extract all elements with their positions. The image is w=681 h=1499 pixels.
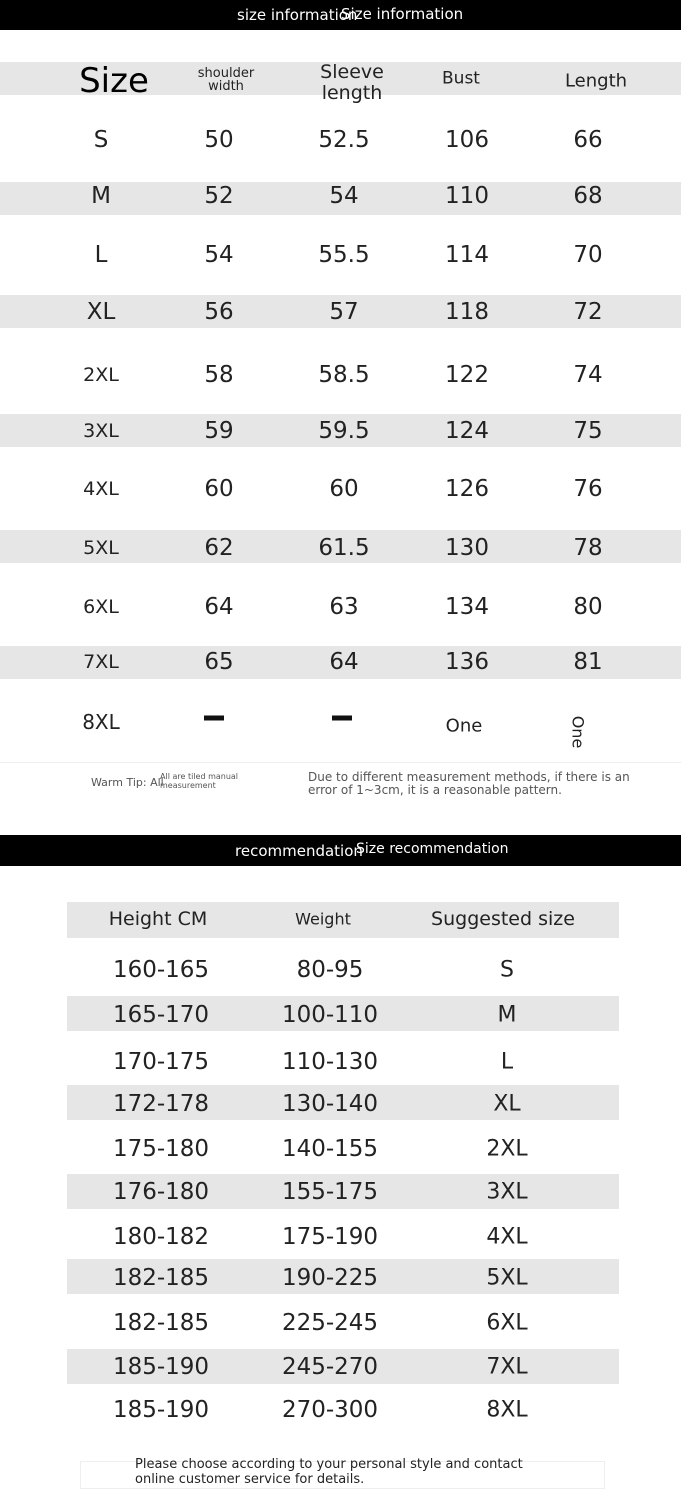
header-length: Length bbox=[564, 70, 628, 92]
tiled-note-line1: All are tiled manual bbox=[160, 772, 239, 781]
cell-bust: 124 bbox=[445, 418, 489, 444]
row-8xl-size: 8XL bbox=[82, 710, 120, 734]
rec-cell-size: 2XL bbox=[486, 1136, 528, 1162]
cell-size: S bbox=[93, 127, 109, 153]
cell-shoulder: 60 bbox=[204, 476, 234, 502]
cell-length: 76 bbox=[573, 476, 603, 502]
header-bust: Bust bbox=[442, 68, 480, 89]
cell-sleeve: 57 bbox=[329, 299, 359, 325]
cell-length: 70 bbox=[573, 242, 603, 268]
rec-bar-title-right: Size recommendation bbox=[356, 841, 509, 857]
cell-bust: 134 bbox=[445, 594, 489, 620]
sleeve-dash-icon bbox=[332, 716, 352, 721]
cell-shoulder: 59 bbox=[204, 418, 234, 444]
tip-divider bbox=[0, 762, 681, 763]
cell-shoulder: 58 bbox=[204, 362, 234, 388]
row-8xl-length: One bbox=[568, 715, 588, 749]
rec-cell-height: 175-180 bbox=[112, 1136, 210, 1162]
header-sleeve-line1: Sleeve bbox=[320, 61, 384, 83]
rec-cell-weight: 100-110 bbox=[281, 1002, 379, 1028]
cell-sleeve: 60 bbox=[329, 476, 359, 502]
rec-cell-height: 182-185 bbox=[112, 1265, 210, 1291]
rec-cell-size: L bbox=[500, 1049, 514, 1075]
cell-length: 81 bbox=[573, 649, 603, 675]
rec-cell-height: 182-185 bbox=[112, 1310, 210, 1336]
rec-cell-size: 6XL bbox=[486, 1310, 528, 1336]
rec-cell-height: 170-175 bbox=[112, 1049, 210, 1075]
cell-length: 74 bbox=[573, 362, 603, 388]
rec-header-suggested: Suggested size bbox=[431, 908, 575, 930]
cell-size: 6XL bbox=[83, 596, 119, 618]
footer-note-line2: online customer service for details. bbox=[135, 1472, 365, 1487]
cell-bust: 110 bbox=[445, 183, 489, 209]
header-shoulder-line2: width bbox=[208, 79, 244, 94]
footer-note bbox=[135, 1457, 523, 1487]
cell-length: 75 bbox=[573, 418, 603, 444]
rec-cell-height: 180-182 bbox=[112, 1224, 210, 1250]
bar-title-right: Size information bbox=[341, 5, 464, 23]
cell-bust: 136 bbox=[445, 649, 489, 675]
rec-cell-size: 8XL bbox=[486, 1397, 528, 1423]
cell-length: 66 bbox=[573, 127, 603, 153]
cell-shoulder: 50 bbox=[204, 127, 234, 153]
cell-bust: 114 bbox=[445, 242, 489, 268]
rec-cell-size: 4XL bbox=[486, 1224, 528, 1250]
rec-cell-height: 172-178 bbox=[112, 1091, 210, 1117]
header-shoulder-line1: shoulder bbox=[197, 66, 255, 81]
rec-cell-weight: 245-270 bbox=[281, 1354, 379, 1380]
cell-sleeve: 54 bbox=[329, 183, 359, 209]
cell-size: XL bbox=[86, 299, 116, 325]
warm-tip: Warm Tip: All bbox=[91, 776, 164, 789]
rec-cell-size: 7XL bbox=[486, 1354, 528, 1380]
header-sleeve-line2: length bbox=[321, 82, 383, 104]
rec-header-height: Height CM bbox=[108, 908, 208, 930]
rec-cell-weight: 225-245 bbox=[281, 1310, 379, 1336]
cell-length: 68 bbox=[573, 183, 603, 209]
cell-size: M bbox=[91, 183, 111, 209]
rec-cell-weight: 110-130 bbox=[281, 1049, 379, 1075]
cell-bust: 126 bbox=[445, 476, 489, 502]
cell-sleeve: 52.5 bbox=[318, 127, 370, 153]
cell-shoulder: 56 bbox=[204, 299, 234, 325]
rec-cell-weight: 155-175 bbox=[281, 1179, 379, 1205]
cell-bust: 130 bbox=[445, 535, 489, 561]
cell-size: 2XL bbox=[83, 364, 119, 386]
cell-size: 4XL bbox=[83, 478, 119, 500]
cell-length: 78 bbox=[573, 535, 603, 561]
cell-length: 80 bbox=[573, 594, 603, 620]
header-sleeve-length bbox=[320, 62, 384, 104]
cell-size: 3XL bbox=[83, 420, 119, 442]
cell-shoulder: 65 bbox=[204, 649, 234, 675]
cell-length: 72 bbox=[573, 299, 603, 325]
rec-cell-weight: 175-190 bbox=[281, 1224, 379, 1250]
rec-cell-size: S bbox=[500, 957, 514, 983]
row-8xl-bust: One bbox=[445, 715, 483, 737]
cell-shoulder: 64 bbox=[204, 594, 234, 620]
measurement-note-line1: Due to different measurement methods, if there is an bbox=[308, 770, 630, 784]
rec-cell-weight: 80-95 bbox=[296, 957, 364, 983]
cell-size: 5XL bbox=[83, 537, 119, 559]
cell-bust: 118 bbox=[445, 299, 489, 325]
cell-sleeve: 58.5 bbox=[318, 362, 370, 388]
rec-cell-weight: 190-225 bbox=[281, 1265, 379, 1291]
rec-cell-size: M bbox=[497, 1002, 517, 1028]
rec-header-weight: Weight bbox=[295, 909, 351, 929]
cell-sleeve: 63 bbox=[329, 594, 359, 620]
measurement-note-line2: error of 1~3cm, it is a reasonable pattern. bbox=[308, 783, 562, 797]
rec-cell-weight: 130-140 bbox=[281, 1091, 379, 1117]
rec-cell-size: 3XL bbox=[486, 1179, 528, 1205]
bar-title-left: size information bbox=[237, 6, 358, 24]
cell-sleeve: 64 bbox=[329, 649, 359, 675]
rec-cell-weight: 140-155 bbox=[281, 1136, 379, 1162]
cell-bust: 106 bbox=[445, 127, 489, 153]
cell-size: 7XL bbox=[83, 651, 119, 673]
cell-size: L bbox=[94, 242, 108, 268]
footer-note-line1: Please choose according to your personal style and contact bbox=[135, 1457, 523, 1472]
cell-shoulder: 52 bbox=[204, 183, 234, 209]
rec-cell-height: 176-180 bbox=[112, 1179, 210, 1205]
cell-sleeve: 61.5 bbox=[318, 535, 370, 561]
rec-cell-height: 185-190 bbox=[112, 1354, 210, 1380]
cell-sleeve: 59.5 bbox=[318, 418, 370, 444]
cell-bust: 122 bbox=[445, 362, 489, 388]
header-size: Size bbox=[79, 61, 149, 101]
rec-cell-size: 5XL bbox=[486, 1265, 528, 1291]
rec-cell-weight: 270-300 bbox=[281, 1397, 379, 1423]
rec-cell-height: 165-170 bbox=[112, 1002, 210, 1028]
measurement-note bbox=[308, 771, 630, 797]
rec-cell-height: 160-165 bbox=[112, 957, 210, 983]
cell-shoulder: 62 bbox=[204, 535, 234, 561]
tiled-note bbox=[160, 772, 238, 790]
cell-sleeve: 55.5 bbox=[318, 242, 370, 268]
size-recommendation-bar bbox=[0, 835, 681, 866]
size-information-bar bbox=[0, 0, 681, 30]
rec-bar-title-left: recommendation bbox=[235, 842, 363, 860]
header-shoulder-width bbox=[198, 67, 254, 93]
tiled-note-line2: measurement bbox=[160, 781, 216, 790]
cell-shoulder: 54 bbox=[204, 242, 234, 268]
rec-cell-size: XL bbox=[493, 1091, 521, 1117]
shoulder-dash-icon bbox=[204, 716, 224, 721]
rec-cell-height: 185-190 bbox=[112, 1397, 210, 1423]
